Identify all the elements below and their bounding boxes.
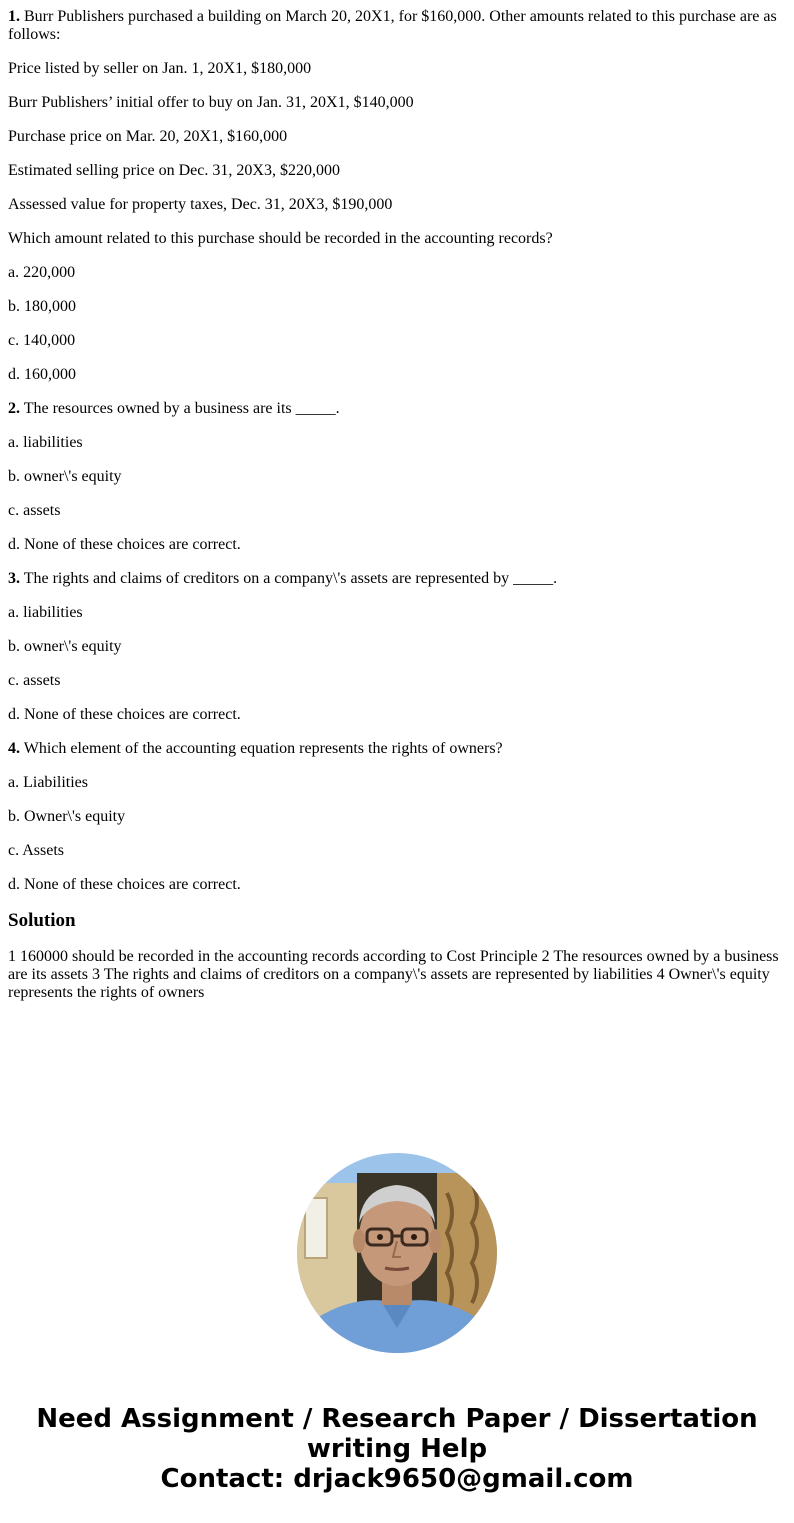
- question-number: 3.: [8, 570, 20, 587]
- answer-option: a. liabilities: [8, 604, 83, 621]
- answer-option: c. assets: [8, 502, 61, 519]
- answer-option: b. Owner\'s equity: [8, 808, 126, 825]
- question-1-detail: Burr Publishers’ initial offer to buy on Jan. 31, 20X1, $140,000: [8, 94, 414, 111]
- question-text: Burr Publishers purchased a building on March 20, 20X1, for $160,000. Other amounts related to this purchase are as follows:: [8, 8, 777, 43]
- solution-text: 1 160000 should be recorded in the accounting records according to Cost Principle 2 The resources owned by a business are its assets 3 The rights and claims of creditors on a company\'s assets are represented by liabilities 4 Owner\'s equity represents the rights of owners: [8, 948, 779, 1001]
- question-text: The resources owned by a business are its _____.: [20, 400, 340, 417]
- question-1-detail: Price listed by seller on Jan. 1, 20X1, $180,000: [8, 60, 312, 77]
- answer-option: b. 180,000: [8, 298, 76, 315]
- answer-option: d. None of these choices are correct.: [8, 876, 241, 893]
- question-number: 1.: [8, 8, 20, 25]
- answer-option: d. None of these choices are correct.: [8, 536, 241, 553]
- question-3-stem: [8, 570, 786, 588]
- question-1-detail: Estimated selling price on Dec. 31, 20X3, $220,000: [8, 162, 340, 179]
- solution-heading: Solution: [8, 910, 76, 931]
- question-text: The rights and claims of creditors on a company\'s assets are represented by _____.: [20, 570, 558, 587]
- promo-contact: Contact: drjack9650@gmail.com: [160, 1464, 634, 1494]
- answer-option: c. 140,000: [8, 332, 76, 349]
- document-body: [8, 8, 786, 1018]
- question-1-detail: Purchase price on Mar. 20, 20X1, $160,000: [8, 128, 288, 145]
- question-text: Which element of the accounting equation represents the rights of owners?: [20, 740, 503, 757]
- answer-option: c. Assets: [8, 842, 64, 859]
- promo-line: writing Help: [306, 1434, 488, 1464]
- question-number: 2.: [8, 400, 20, 417]
- question-1-stem: [8, 8, 786, 44]
- answer-option: a. liabilities: [8, 434, 83, 451]
- promo-banner: [0, 1404, 794, 1494]
- question-number: 4.: [8, 740, 20, 757]
- answer-option: c. assets: [8, 672, 61, 689]
- answer-option: a. Liabilities: [8, 774, 88, 791]
- answer-option: a. 220,000: [8, 264, 76, 281]
- answer-option: d. None of these choices are correct.: [8, 706, 241, 723]
- promo-line: Need Assignment / Research Paper / Dissertation: [36, 1404, 758, 1434]
- question-4-stem: [8, 740, 786, 758]
- question-1-prompt: Which amount related to this purchase should be recorded in the accounting records?: [8, 230, 553, 247]
- question-2-stem: [8, 400, 786, 418]
- answer-option: d. 160,000: [8, 366, 76, 383]
- author-avatar: [297, 1153, 497, 1353]
- answer-option: b. owner\'s equity: [8, 468, 122, 485]
- answer-option: b. owner\'s equity: [8, 638, 122, 655]
- question-1-detail: Assessed value for property taxes, Dec. 31, 20X3, $190,000: [8, 196, 393, 213]
